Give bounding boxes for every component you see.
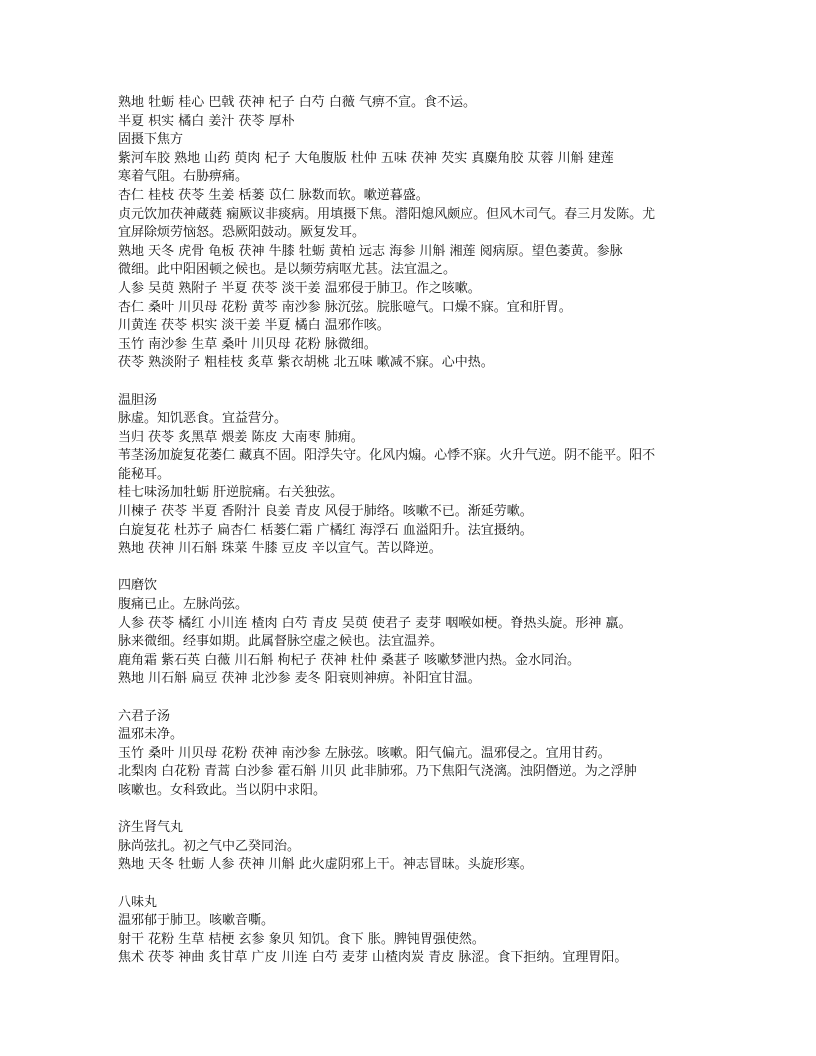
text-line: 温邪未净。 xyxy=(118,727,184,743)
text-line: 熟地 茯神 川石斛 珠菜 牛膝 豆皮 辛以宣气。苦以降逆。 xyxy=(118,541,442,557)
text-line: 杏仁 桂枝 茯苓 生姜 栝蒌 苡仁 脉数而软。嗽逆暮盛。 xyxy=(118,187,429,203)
blank-line xyxy=(118,801,708,820)
text-line: 桂七味汤加牡蛎 肝逆脘痛。右关独弦。 xyxy=(118,485,344,501)
text-line: 脉虚。知饥恶食。宜益营分。 xyxy=(118,411,288,427)
text-line: 四磨饮 xyxy=(118,578,158,594)
text-line: 人参 吴萸 熟附子 半夏 茯苓 淡干姜 温邪侵于肺卫。作之咳嗽。 xyxy=(118,280,481,296)
blank-line xyxy=(118,373,708,392)
text-line: 熟地 天冬 牡蛎 人参 茯神 川斛 此火虚阴邪上干。神志冒昧。头旋形寒。 xyxy=(118,857,533,873)
text-line: 熟地 川石斛 扁豆 茯神 北沙参 麦冬 阳衰则神痹。补阳宜甘温。 xyxy=(118,671,481,687)
text-line: 熟地 天冬 虎骨 龟板 茯神 牛膝 牡蛎 黄柏 远志 海参 川斛 湘莲 阅病原。望色萎黄。参脉 xyxy=(118,243,623,259)
text-line: 济生肾气丸 xyxy=(118,820,184,836)
text-line: 固摄下焦方 xyxy=(118,132,184,148)
text-line: 人参 茯苓 橘红 小川连 楂肉 白芍 青皮 吴萸 使君子 麦芽 咽喉如梗。脊热头旋。形神 羸。 xyxy=(118,615,632,631)
text-line: 杏仁 桑叶 川贝母 花粉 黄芩 南沙参 脉沉弦。脘胀噫气。口燥不寐。宜和肝胃。 xyxy=(118,299,572,315)
text-line: 熟地 牡蛎 桂心 巴戟 茯神 杞子 白芍 白薇 气痹不宣。食不运。 xyxy=(118,95,477,110)
text-line: 脉来微细。经事如期。此属督脉空虚之候也。法宜温养。 xyxy=(118,634,444,650)
document-page xyxy=(118,94,708,968)
text-line: 苇茎汤加旋复花萎仁 藏真不固。阳浮失守。化风内煽。心悸不寐。火升气逆。阴不能平。阳不 xyxy=(118,448,656,464)
text-line: 微细。此中阳困顿之候也。是以频劳病呕尤甚。法宜温之。 xyxy=(118,262,457,278)
blank-line xyxy=(118,875,708,894)
text-line: 贞元饮加茯神蔵蕤 痫厥议非痰病。用填摄下焦。潜阳熄风颇应。但风木司气。春三月发陈。尤 xyxy=(118,206,656,222)
text-line: 六君子汤 xyxy=(118,708,171,724)
text-line: 北梨肉 白花粉 青蒿 白沙参 霍石斛 川贝 此非肺邪。乃下焦阳气浇漓。浊阴僭逆。为之浮肿 xyxy=(118,764,637,780)
text-line: 玉竹 桑叶 川贝母 花粉 茯神 南沙参 左脉弦。咳嗽。阳气偏亢。温邪侵之。宜用甘药。 xyxy=(118,745,611,761)
text-line: 腹痛已止。左脉尚弦。 xyxy=(118,597,249,613)
text-line: 玉竹 南沙参 生草 桑叶 川贝母 花粉 脉微细。 xyxy=(118,336,377,352)
text-line: 宜屏除烦劳恼怒。恐厥阳鼓动。厥复发耳。 xyxy=(118,225,366,241)
text-line: 鹿角霜 紫石英 白薇 川石斛 枸杞子 茯神 杜仲 桑葚子 咳嗽梦泄内热。金水同治。 xyxy=(118,652,581,668)
text-line: 脉尚弦扎。初之气中乙癸同治。 xyxy=(118,838,301,854)
text-line: 半夏 枳实 橘白 姜汁 茯苓 厚朴 xyxy=(118,113,295,129)
text-line: 温胆汤 xyxy=(118,392,158,408)
text-line: 能秘耳。 xyxy=(118,466,171,482)
text-line: 寒着气阻。右胁痹痛。 xyxy=(118,169,249,185)
text-line: 射干 花粉 生草 桔梗 玄参 象贝 知饥。食下 胀。脾钝胃强使然。 xyxy=(118,931,485,947)
text-line: 焦术 茯苓 神曲 炙甘草 广皮 川连 白芍 麦芽 山楂肉炭 青皮 脉涩。食下拒纳。宜理胃阳。 xyxy=(118,950,628,966)
text-line: 咳嗽也。女科致此。当以阴中求阳。 xyxy=(118,782,327,798)
text-line: 八味丸 xyxy=(118,894,158,910)
text-line: 白旋复花 杜苏子 扁杏仁 栝蒌仁霜 广橘红 海浮石 血溢阳升。法宜摄纳。 xyxy=(118,522,533,538)
text-line: 川楝子 茯苓 半夏 香附汁 良姜 青皮 风侵于肺络。咳嗽不已。渐延劳嗽。 xyxy=(118,504,533,520)
text-line: 温邪郁于肺卫。咳嗽音嘶。 xyxy=(118,913,275,929)
text-line: 当归 茯苓 炙黑草 煨姜 陈皮 大南枣 肺痈。 xyxy=(118,429,364,445)
text-line: 川黄连 茯苓 枳实 淡干姜 半夏 橘白 温邪作咳。 xyxy=(118,318,390,334)
blank-line xyxy=(118,559,708,578)
blank-line xyxy=(118,689,708,708)
text-line: 紫河车胶 熟地 山药 萸肉 杞子 大龟腹版 杜仲 五味 茯神 芡实 真麋角胶 苁蓉 川斛 建莲 xyxy=(118,150,614,166)
text-line: 茯苓 熟淡附子 粗桂枝 炙草 紫衣胡桃 北五味 嗽减不寐。心中热。 xyxy=(118,355,494,371)
